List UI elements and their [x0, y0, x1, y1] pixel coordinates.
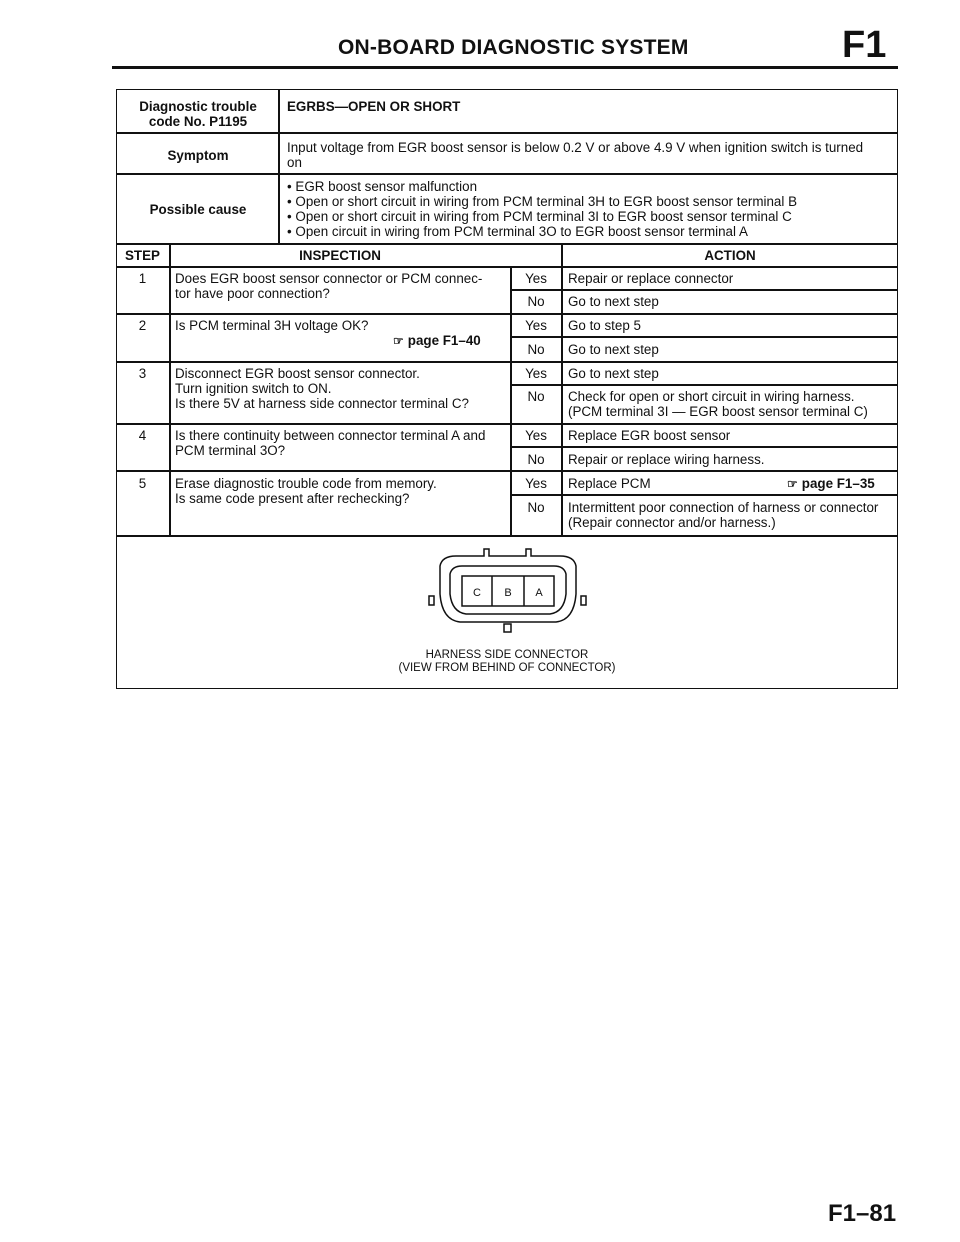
- step-header: STEP: [125, 248, 160, 263]
- yes-action: Go to next step: [568, 366, 659, 381]
- no-label: No: [527, 500, 545, 515]
- inspection-text: Is there continuity between connector terminal A and: [175, 428, 486, 443]
- inspection-header: INSPECTION: [299, 248, 381, 263]
- page-reference: ☞ page F1–35: [787, 476, 875, 491]
- yes-action: Replace PCM: [568, 476, 651, 491]
- yes-no-divider: [510, 384, 898, 386]
- inspection-text: Does EGR boost sensor connector or PCM connec-: [175, 271, 483, 286]
- dtc-code: code No. P1195: [148, 114, 248, 129]
- book-reference-icon: ☞: [393, 334, 404, 348]
- step-number: 1: [138, 271, 147, 286]
- step-number: 5: [138, 476, 147, 491]
- inspection-text: PCM terminal 3O?: [175, 443, 286, 458]
- terminal-a-label: A: [535, 587, 543, 599]
- no-action: (Repair connector and/or harness.): [568, 515, 776, 530]
- no-label: No: [527, 294, 545, 309]
- yes-label: Yes: [525, 318, 547, 333]
- possible-cause-label: Possible cause: [149, 202, 247, 217]
- terminal-b-label: B: [504, 587, 512, 599]
- header-rule: [112, 66, 898, 69]
- cause-item: • Open or short circuit in wiring from PCM terminal 3H to EGR boost sensor terminal B: [287, 194, 797, 209]
- no-label: No: [527, 342, 545, 357]
- connector-diagram: [420, 544, 595, 636]
- cause-item: • Open or short circuit in wiring from PCM terminal 3I to EGR boost sensor terminal C: [287, 209, 797, 224]
- yes-action: Repair or replace connector: [568, 271, 734, 286]
- dtc-label: Diagnostic trouble: [139, 99, 257, 114]
- symptom-text: on: [287, 155, 302, 170]
- no-action: Repair or replace wiring harness.: [568, 452, 765, 467]
- section-code: F1: [842, 24, 887, 66]
- row-divider: [116, 132, 898, 134]
- no-action: (PCM terminal 3I — EGR boost sensor terminal C): [568, 404, 868, 419]
- row-divider: [116, 243, 898, 245]
- no-action: Go to next step: [568, 294, 659, 309]
- col-divider: [169, 243, 171, 535]
- yes-no-divider: [510, 336, 898, 338]
- terminal-c-label: C: [473, 587, 481, 599]
- yes-label: Yes: [525, 271, 547, 286]
- step-number: 2: [138, 318, 147, 333]
- row-divider: [116, 535, 898, 537]
- row-divider: [116, 470, 898, 472]
- no-action: Go to next step: [568, 342, 659, 357]
- col-divider: [561, 266, 563, 535]
- yes-label: Yes: [525, 428, 547, 443]
- page-title: ON-BOARD DIAGNOSTIC SYSTEM: [338, 36, 689, 59]
- dtc-title: EGRBS—OPEN OR SHORT: [287, 99, 461, 114]
- book-reference-icon: ☞: [787, 477, 798, 491]
- row-divider: [116, 173, 898, 175]
- inspection-text: Turn ignition switch to ON.: [175, 381, 332, 396]
- yes-label: Yes: [525, 476, 547, 491]
- row-divider: [116, 361, 898, 363]
- yes-no-divider: [510, 289, 898, 291]
- row-divider: [116, 313, 898, 315]
- inspection-text: Erase diagnostic trouble code from memory.: [175, 476, 437, 491]
- no-label: No: [527, 389, 545, 404]
- cause-item: • EGR boost sensor malfunction: [287, 179, 797, 194]
- yes-no-divider: [510, 446, 898, 448]
- yes-label: Yes: [525, 366, 547, 381]
- yes-action: Replace EGR boost sensor: [568, 428, 731, 443]
- inspection-text: Disconnect EGR boost sensor connector.: [175, 366, 420, 381]
- possible-cause-list: [287, 179, 797, 239]
- symptom-text: Input voltage from EGR boost sensor is below 0.2 V or above 4.9 V when ignition switch is turned: [287, 140, 864, 155]
- row-divider: [116, 423, 898, 425]
- inspection-text: tor have poor connection?: [175, 286, 330, 301]
- step-number: 3: [138, 366, 147, 381]
- connector-caption: (VIEW FROM BEHIND OF CONNECTOR): [398, 662, 616, 674]
- action-header: ACTION: [704, 248, 756, 263]
- row-divider: [116, 266, 898, 268]
- inspection-text: Is there 5V at harness side connector terminal C?: [175, 396, 469, 411]
- symptom-label: Symptom: [167, 148, 229, 163]
- yes-no-divider: [510, 494, 898, 496]
- col-divider: [278, 89, 280, 243]
- no-action: Check for open or short circuit in wiring harness.: [568, 389, 855, 404]
- inspection-text: Is same code present after rechecking?: [175, 491, 410, 506]
- page-reference: ☞ page F1–40: [393, 333, 481, 348]
- step-number: 4: [138, 428, 147, 443]
- cause-item: • Open circuit in wiring from PCM terminal 3O to EGR boost sensor terminal A: [287, 224, 797, 239]
- connector-caption: HARNESS SIDE CONNECTOR: [425, 649, 589, 661]
- inspection-text: Is PCM terminal 3H voltage OK?: [175, 318, 369, 333]
- no-label: No: [527, 452, 545, 467]
- yes-action: Go to step 5: [568, 318, 641, 333]
- no-action: Intermittent poor connection of harness or connector: [568, 500, 879, 515]
- page-number: F1–81: [828, 1200, 897, 1227]
